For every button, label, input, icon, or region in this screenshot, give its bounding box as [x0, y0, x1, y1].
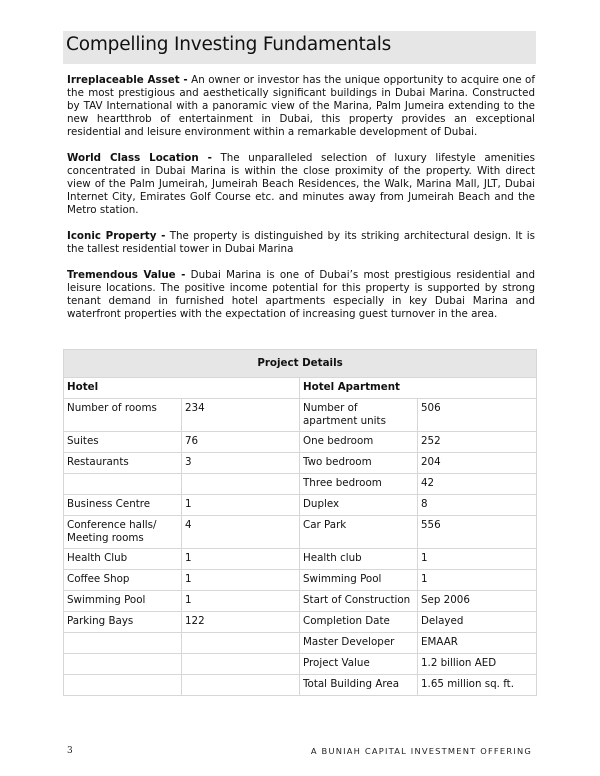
apartment-value: 1 [418, 570, 537, 591]
hotel-item: Coffee Shop [64, 570, 182, 591]
hotel-item: Parking Bays [64, 612, 182, 633]
table-title: Project Details [64, 350, 537, 378]
table-header-row [64, 378, 537, 399]
paragraph-lead: Tremendous Value - [67, 269, 186, 281]
body-text [67, 74, 535, 334]
apartment-value: 8 [418, 495, 537, 516]
hotel-item: Conference halls/ Meeting rooms [64, 516, 182, 549]
apartment-value: 556 [418, 516, 537, 549]
column-header-hotel-apartment: Hotel Apartment [300, 378, 537, 399]
hotel-value: 1 [182, 495, 300, 516]
offering-label: A BUNIAH CAPITAL INVESTMENT OFFERING [310, 746, 532, 756]
apartment-item: Number of apartment units [300, 399, 418, 432]
hotel-item: Business Centre [64, 495, 182, 516]
page-number: 3 [67, 746, 73, 756]
table-row [64, 399, 537, 432]
hotel-value: 122 [182, 612, 300, 633]
apartment-item: Three bedroom [300, 474, 418, 495]
column-header-hotel: Hotel [64, 378, 300, 399]
table-body [64, 378, 537, 696]
apartment-value: 42 [418, 474, 537, 495]
apartment-item: Duplex [300, 495, 418, 516]
table-row [64, 549, 537, 570]
hotel-value: 1 [182, 570, 300, 591]
apartment-item: Total Building Area [300, 675, 418, 696]
table-row [64, 453, 537, 474]
hotel-value: 1 [182, 591, 300, 612]
paragraph-text: Dubai Marina is one of Dubai’s most prestigious residential and leisure locations. The positive income potential for this property is supported by strong tenant demand in furnished hotel apartments especially in key Dubai Marina and waterfront properties with the expectation of increasing guest turnover in the area. [67, 269, 535, 320]
apartment-value: Sep 2006 [418, 591, 537, 612]
table-row [64, 612, 537, 633]
hotel-item [64, 675, 182, 696]
hotel-item [64, 654, 182, 675]
paragraph-lead: Irreplaceable Asset - [67, 74, 188, 86]
apartment-item: Car Park [300, 516, 418, 549]
apartment-item: Completion Date [300, 612, 418, 633]
paragraph-lead: World Class Location - [67, 152, 212, 164]
paragraph-text: An owner or investor has the unique opportunity to acquire one of the most prestigious and aesthetically significant buildings in Dubai Marina. Constructed by TAV International with a panoramic view of the Marina, Palm Jumeira extending to the new heartthrob of entertainment in Dubai, this property provides an exceptional residential and leisure environment within a remarkable development of Dubai. [67, 74, 535, 138]
paragraph-lead: Iconic Property - [67, 230, 166, 242]
apartment-value: 1.65 million sq. ft. [418, 675, 537, 696]
table-row [64, 495, 537, 516]
hotel-value: 3 [182, 453, 300, 474]
apartment-item: Swimming Pool [300, 570, 418, 591]
paragraph-iconic-property [67, 230, 535, 256]
hotel-value: 4 [182, 516, 300, 549]
hotel-value [182, 474, 300, 495]
hotel-item [64, 474, 182, 495]
hotel-value [182, 654, 300, 675]
table-row [64, 654, 537, 675]
apartment-item: Project Value [300, 654, 418, 675]
apartment-value: 1 [418, 549, 537, 570]
paragraph-tremendous-value [67, 269, 535, 321]
paragraph-text: The property is distinguished by its striking architectural design. It is the tallest residential tower in Dubai Marina [67, 230, 535, 255]
paragraph-irreplaceable-asset [67, 74, 535, 139]
apartment-item: Two bedroom [300, 453, 418, 474]
table-row [64, 633, 537, 654]
apartment-value: 204 [418, 453, 537, 474]
paragraph-world-class-location [67, 152, 535, 217]
apartment-value: Delayed [418, 612, 537, 633]
page-title: Compelling Investing Fundamentals [66, 34, 392, 55]
table-row [64, 675, 537, 696]
table-row [64, 474, 537, 495]
paragraph-text: The unparalleled selection of luxury lifestyle amenities concentrated in Dubai Marina is within the close proximity of the property. With direct view of the Palm Jumeirah, Jumeirah Beach Residences, the Walk, Marina Mall, JLT, Dubai Internet City, Emirates Golf Course etc. and minutes away from Jumeirah Beach and the Metro station. [67, 152, 535, 216]
hotel-item: Restaurants [64, 453, 182, 474]
apartment-item: Health club [300, 549, 418, 570]
hotel-value [182, 633, 300, 654]
apartment-value: 506 [418, 399, 537, 432]
hotel-value [182, 675, 300, 696]
apartment-item: Start of Construction [300, 591, 418, 612]
apartment-value: EMAAR [418, 633, 537, 654]
hotel-item: Number of rooms [64, 399, 182, 432]
hotel-value: 234 [182, 399, 300, 432]
hotel-item: Suites [64, 432, 182, 453]
project-details-table [63, 349, 537, 696]
hotel-item: Health Club [64, 549, 182, 570]
table-row [64, 432, 537, 453]
hotel-value: 76 [182, 432, 300, 453]
table-row [64, 570, 537, 591]
apartment-value: 1.2 billion AED [418, 654, 537, 675]
hotel-item: Swimming Pool [64, 591, 182, 612]
hotel-value: 1 [182, 549, 300, 570]
title-bar [63, 31, 536, 64]
table-row [64, 516, 537, 549]
apartment-item: One bedroom [300, 432, 418, 453]
page-footer [67, 746, 532, 760]
hotel-item [64, 633, 182, 654]
apartment-item: Master Developer [300, 633, 418, 654]
apartment-value: 252 [418, 432, 537, 453]
table-row [64, 591, 537, 612]
